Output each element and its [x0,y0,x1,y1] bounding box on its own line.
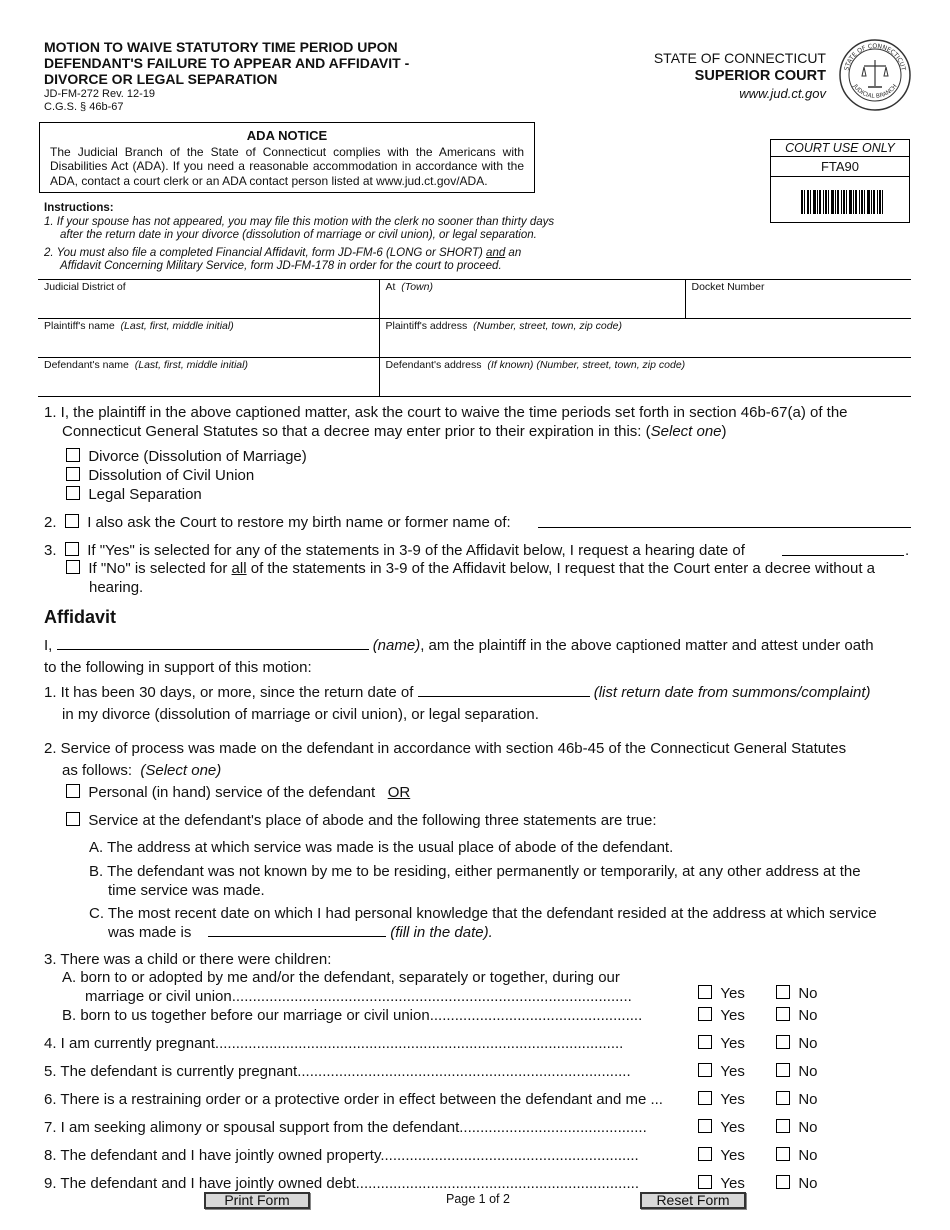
statement-b-cont: time service was made. [108,882,265,899]
docket-number-field[interactable]: Docket Number [685,280,911,319]
plaintiff-name-input[interactable] [57,649,369,650]
barcode-icon [801,190,883,214]
no-hearing-checkbox[interactable] [66,560,80,574]
court-use-label: COURT USE ONLY [771,140,909,157]
option-legal-separation[interactable]: Legal Separation [66,485,202,504]
town-field[interactable]: At (Town) [379,280,685,319]
reset-form-button[interactable]: Reset Form [640,1192,746,1209]
option-divorce[interactable]: Divorce (Dissolution of Marriage) [66,447,307,466]
form-title: MOTION TO WAIVE STATUTORY TIME PERIOD UPON DEFENDANT'S FAILURE TO APPEAR AND AFFIDAVIT - DIVORCE OR LEGAL SEPARATION [44,39,410,87]
q7-no[interactable]: No [776,1118,818,1137]
court-header [654,50,826,102]
plaintiff-address-field[interactable]: Plaintiff's address (Number, street, town, zip code) [379,319,911,358]
state-name: STATE OF CONNECTICUT [653,50,826,66]
plaintiff-name-field[interactable]: Plaintiff's name (Last, first, middle initial) [38,319,379,358]
q8-no[interactable]: No [776,1146,818,1165]
divorce-checkbox[interactable] [66,448,80,462]
q3a-no[interactable]: No [776,984,818,1003]
question-4: 4. I am currently pregnant.................................................................................................. [44,1035,624,1052]
q9-no[interactable]: No [776,1174,818,1193]
motion-paragraph-1: 1. I, the plaintiff in the above captioned matter, ask the court to waive the time periods set forth in section 46b-67(a) of the [44,404,848,421]
ada-text: The Judicial Branch of the State of Connecticut complies with the Americans with Disabilities Act (ADA). If you need a reasonable accommodation in accordance with the ADA, contact a court clerk or an ADA contact person listed at www.jud.ct.gov/ADA. [50,144,524,188]
q3b-no[interactable]: No [776,1006,818,1025]
instruction-2: 2. You must also file a completed Financial Affidavit, form JD-FM-6 (LONG or SHORT) and an [44,246,522,259]
statement-b: B. The defendant was not known by me to be residing, either permanently or temporarily, at any other address at the [89,863,861,880]
affidavit-item-2-cont: as follows: (Select one) [62,762,222,779]
statement-c-cont: was made is (fill in the date). [108,924,493,941]
q4-no-checkbox[interactable] [776,1035,790,1049]
page-number: Page 1 of 2 [446,1192,510,1206]
statute-ref: C.G.S. § 46b-67 [44,101,124,113]
q3a-yes[interactable]: Yes [698,984,745,1003]
ada-notice [39,122,535,193]
q6-no-checkbox[interactable] [776,1091,790,1105]
affidavit-intro: I, (name), am the plaintiff in the above captioned matter and attest under oath [44,637,874,654]
q9-no-checkbox[interactable] [776,1175,790,1189]
abode-service-checkbox[interactable] [66,812,80,826]
restore-name-checkbox[interactable] [65,514,79,528]
question-9: 9. The defendant and I have jointly owned debt.................................................................... [44,1175,640,1192]
instructions-label: Instructions: [44,202,114,214]
q7-yes-checkbox[interactable] [698,1119,712,1133]
q8-yes-checkbox[interactable] [698,1147,712,1161]
statement-c: C. The most recent date on which I had personal knowledge that the defendant resided at the address at which service [89,905,877,922]
ada-title: ADA NOTICE [246,128,328,143]
q4-no[interactable]: No [776,1034,818,1053]
knowledge-date-input[interactable] [208,936,386,937]
q5-no-checkbox[interactable] [776,1063,790,1077]
q3a-no-checkbox[interactable] [776,985,790,999]
motion-paragraph-3a: 3. If "Yes" is selected for any of the statements in 3-9 of the Affidavit below, I request a hearing date of [44,542,745,559]
judicial-seal-icon [838,38,912,112]
question-8: 8. The defendant and I have jointly owned property.............................................................. [44,1147,639,1164]
q4-yes[interactable]: Yes [698,1034,745,1053]
affidavit-item-1-cont: in my divorce (dissolution of marriage or civil union), or legal separation. [62,706,539,723]
instruction-1-cont: after the return date in your divorce (dissolution of marriage or civil union), or legal separation. [60,229,537,241]
defendant-name-field[interactable]: Defendant's name (Last, first, middle initial) [38,358,379,397]
question-6: 6. There is a restraining order or a protective order in effect between the defendant and me ... [44,1091,663,1108]
q5-yes[interactable]: Yes [698,1062,745,1081]
svg-text:JUDICIAL BRANCH: JUDICIAL BRANCH [851,83,899,100]
court-name: SUPERIOR COURT [694,68,826,84]
q5-yes-checkbox[interactable] [698,1063,712,1077]
q4-yes-checkbox[interactable] [698,1035,712,1049]
option-personal-service[interactable]: Personal (in hand) service of the defendant OR [66,783,410,802]
defendant-address-field[interactable]: Defendant's address (If known) (Number, street, town, zip code) [379,358,911,397]
q9-yes[interactable]: Yes [698,1174,745,1193]
q7-yes[interactable]: Yes [698,1118,745,1137]
question-3a: A. born to or adopted by me and/or the defendant, separately or together, during our [62,969,620,986]
affidavit-item-2: 2. Service of process was made on the defendant in accordance with section 46b-45 of the Connecticut General Statutes [44,740,847,757]
motion-paragraph-3b-cont: hearing. [89,579,144,596]
motion-paragraph-1-cont: Connecticut General Statutes so that a decree may enter prior to their expiration in this: (Select one) [62,423,727,440]
instruction-2-cont: Affidavit Concerning Military Service, form JD-FM-178 in order for the court to proceed. [60,260,502,272]
hearing-date-checkbox[interactable] [65,542,79,556]
q6-yes[interactable]: Yes [698,1090,745,1109]
civil-union-checkbox[interactable] [66,467,80,481]
hearing-date-period: . [905,542,910,559]
option-abode-service[interactable]: Service at the defendant's place of abode and the following three statements are true: [66,811,657,830]
q8-yes[interactable]: Yes [698,1146,745,1165]
court-website: www.jud.ct.gov [739,86,826,101]
option-civil-union[interactable]: Dissolution of Civil Union [66,466,254,485]
legal-separation-checkbox[interactable] [66,486,80,500]
q8-no-checkbox[interactable] [776,1147,790,1161]
instructions [44,202,664,274]
q3a-yes-checkbox[interactable] [698,985,712,999]
affidavit-heading: Affidavit [44,607,116,627]
motion-paragraph-2: 2. I also ask the Court to restore my birth name or former name of: [44,514,511,531]
return-date-input[interactable] [418,696,590,697]
affidavit-intro-cont: to the following in support of this motion: [44,659,312,676]
svg-text:STATE OF CONNECTICUT: STATE OF CONNECTICUT [843,42,907,72]
question-3: 3. There was a child or there were children: [44,951,332,968]
q9-yes-checkbox[interactable] [698,1175,712,1189]
print-form-button[interactable]: Print Form [204,1192,310,1209]
form-id: JD-FM-272 Rev. 12-19 [44,88,156,100]
q5-no[interactable]: No [776,1062,818,1081]
question-7: 7. I am seeking alimony or spousal support from the defendant............................................. [44,1119,647,1136]
motion-paragraph-3b: If "No" is selected for all of the statements in 3-9 of the Affidavit below, I request that the Court enter a decree without a [66,559,875,578]
statement-a: A. The address at which service was made is the usual place of abode of the defendant. [89,839,674,856]
former-name-input[interactable] [538,527,911,528]
q7-no-checkbox[interactable] [776,1119,790,1133]
q3b-no-checkbox[interactable] [776,1007,790,1021]
instruction-1: 1. If your spouse has not appeared, you may file this motion with the clerk no sooner than thirty days [44,215,555,228]
q3b-yes-checkbox[interactable] [698,1007,712,1021]
case-info-table [38,279,911,397]
personal-service-checkbox[interactable] [66,784,80,798]
judicial-district-field[interactable]: Judicial District of [38,280,379,319]
court-use-code: FTA90 [771,157,909,177]
q6-yes-checkbox[interactable] [698,1091,712,1105]
q3b-yes[interactable]: Yes [698,1006,745,1025]
q6-no[interactable]: No [776,1090,818,1109]
affidavit-item-1: 1. It has been 30 days, or more, since the return date of (list return date from summons/complaint) [44,684,871,701]
question-5: 5. The defendant is currently pregnant................................................................................ [44,1063,631,1080]
question-3b: B. born to us together before our marriage or civil union................................................... [62,1007,643,1024]
question-3a-cont: marriage or civil union................................................................................................ [85,988,632,1005]
hearing-date-input[interactable] [782,555,904,556]
